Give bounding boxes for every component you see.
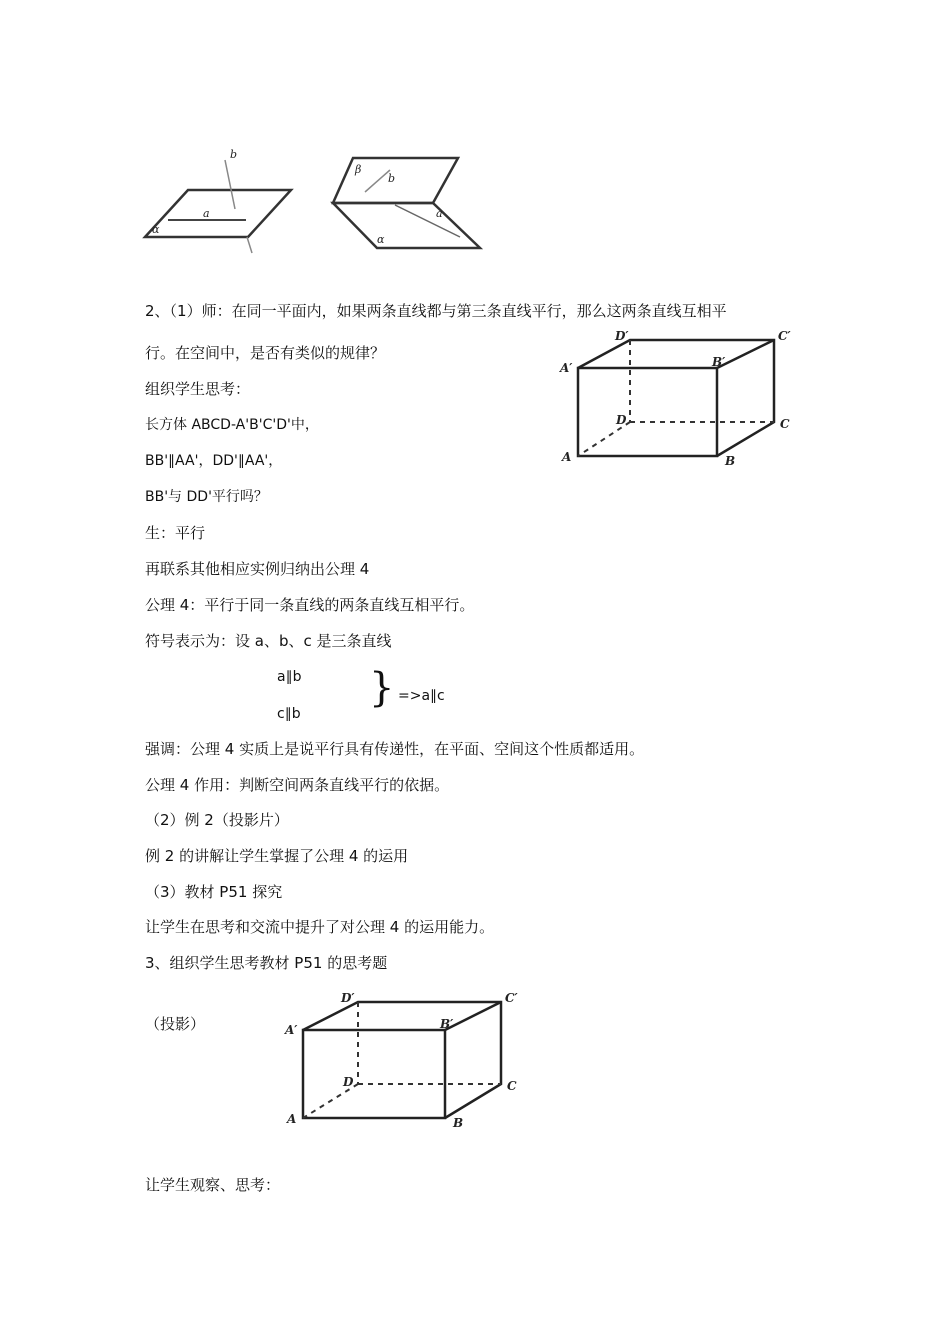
cuboid2-label-a: A [287, 1112, 297, 1126]
label-alpha-left: α [152, 223, 160, 236]
paragraph-line-7: 生：平行 [145, 524, 206, 542]
label-b-right: b [388, 172, 396, 185]
axiom-4-statement: 公理 4：平行于同一条直线的两条直线互相平行。 [145, 596, 475, 614]
paragraph-line-13: （2）例 2（投影片） [145, 811, 289, 829]
plane-alpha-left [145, 190, 291, 237]
paragraph-line-18: （投影） [145, 1015, 206, 1033]
paragraph-line-17: 3、组织学生思考教材 P51 的思考题 [145, 954, 388, 972]
cuboid1-label-b: B [725, 454, 736, 468]
line-b-right [365, 170, 390, 192]
cuboid2-label-b-prime: B′ [440, 1017, 454, 1031]
line-b-left-below [247, 237, 252, 253]
cuboid1-label-c-prime: C′ [778, 329, 791, 343]
plane-diagrams-figure [140, 145, 490, 255]
paragraph-line-3: 组织学生思考： [145, 380, 251, 398]
formula-c-parallel-b: c∥b [277, 706, 301, 722]
paragraph-line-19: 让学生观察、思考： [145, 1176, 281, 1194]
paragraph-line-16: 让学生在思考和交流中提升了对公理 4 的运用能力。 [145, 918, 495, 936]
cuboid2-label-c: C [507, 1079, 517, 1093]
paragraph-line-1: 2、（1）师：在同一平面内，如果两条直线都与第三条直线平行，那么这两条直线互相平 [145, 302, 727, 320]
label-a-right: a [436, 207, 443, 220]
cuboid2-label-d-prime: D′ [341, 991, 355, 1005]
cuboid1-label-c: C [780, 417, 790, 431]
formula-result: =>a∥c [398, 688, 445, 704]
label-alpha-right: α [377, 233, 385, 246]
paragraph-line-11: 强调：公理 4 实质上是说平行具有传递性，在平面、空间这个性质都适用。 [145, 740, 645, 758]
cuboid1-label-a: A [562, 450, 572, 464]
cuboid2-label-b: B [453, 1116, 464, 1130]
cuboid1-label-a-prime: A′ [560, 361, 573, 375]
cuboid2-label-d: D [343, 1075, 354, 1089]
paragraph-line-15: （3）教材 P51 探究 [145, 883, 283, 901]
paragraph-line-10: 符号表示为：设 a、b、c 是三条直线 [145, 632, 392, 650]
formula-a-parallel-b: a∥b [277, 669, 302, 685]
label-beta-right: β [355, 163, 362, 176]
cuboid-figure-1 [560, 330, 800, 470]
paragraph-line-2: 行。在空间中，是否有类似的规律？ [145, 344, 386, 362]
paragraph-line-5: BB'∥AA'，DD'∥AA'， [145, 453, 283, 469]
cuboid1-label-d-prime: D′ [615, 329, 629, 343]
paragraph-line-4: 长方体 ABCD-A'B'C'D'中， [145, 417, 319, 433]
cuboid2-label-c-prime: C′ [505, 991, 518, 1005]
paragraph-line-14: 例 2 的讲解让学生掌握了公理 4 的运用 [145, 847, 409, 865]
paragraph-line-8: 再联系其他相应实例归纳出公理 4 [145, 560, 370, 578]
formula-brace: } [369, 665, 395, 711]
label-b-left: b [230, 148, 238, 161]
cuboid1-label-d: D [616, 413, 627, 427]
cuboid-figure-2 [285, 992, 525, 1132]
cuboid2-label-a-prime: A′ [285, 1023, 298, 1037]
paragraph-line-12: 公理 4 作用：判断空间两条直线平行的依据。 [145, 776, 450, 794]
cuboid1-label-b-prime: B′ [712, 355, 726, 369]
label-a-left: a [203, 207, 210, 220]
paragraph-line-6: BB'与 DD'平行吗？ [145, 489, 268, 505]
line-b-left [225, 160, 235, 209]
